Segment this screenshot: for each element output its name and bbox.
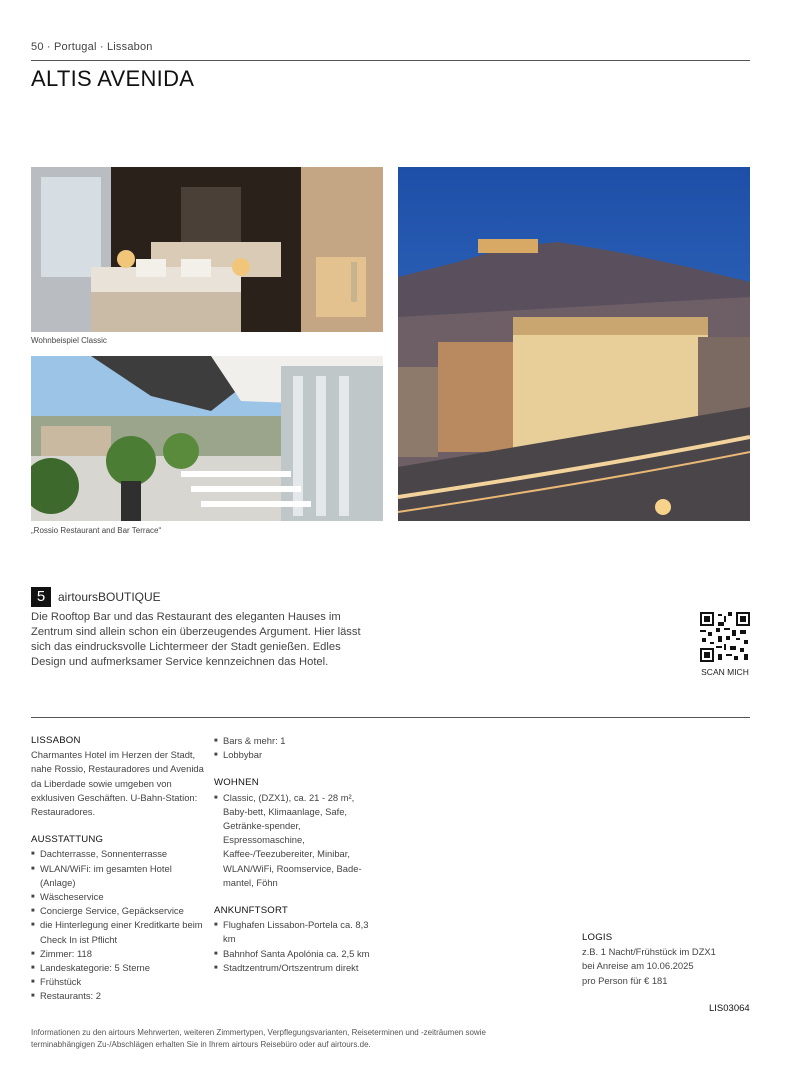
list-item: ■ Bahnhof Santa Apolónia ca. 2,5 km (214, 947, 379, 961)
hotel-room-caption: Wohnbeispiel Classic (31, 336, 107, 345)
logis-price: pro Person für € 181 (582, 974, 668, 986)
header-divider (31, 60, 750, 61)
logis-line: bei Anreise am 10.06.2025 (582, 960, 694, 972)
list-item: ■ Dachterrasse, Sonnenterrasse (31, 847, 206, 861)
wohnen-heading: WOHNEN (214, 777, 259, 789)
list-item: ■ Concierge Service, Gepäckservice (31, 904, 206, 918)
list-item: ■ Bars & mehr: 1 (214, 734, 379, 748)
hotel-room-photo (31, 167, 383, 332)
list-item: ■ Zimmer: 118 (31, 947, 206, 961)
page-title: ALTIS AVENIDA (31, 66, 195, 91)
list-item: ■ Frühstück (31, 975, 206, 989)
rating-badge: 5 (31, 587, 51, 607)
rooftop-terrace-photo (31, 356, 383, 521)
ankunft-list (214, 918, 379, 975)
list-item: ■ die Hinterlegung einer Kreditkarte beim Check In ist Pflicht (31, 918, 206, 946)
lisbon-night-photo (398, 167, 750, 521)
intro-text: Die Rooftop Bar und das Restaurant des eleganten Hauses im Zentrum sind allein schon ein überzeugendes Argument. Hier lässt sich das eindrucksvolle Lichtermeer der Stadt genießen. Edles Design und aufmerksamer Service kennzeichnen das Hotel. (31, 611, 361, 668)
rooftop-terrace-caption: „Rossio Restaurant and Bar Terrace“ (31, 526, 162, 535)
column-middle (214, 734, 379, 975)
section-divider (31, 717, 750, 718)
list-item: ■ WLAN/WiFi: im gesamten Hotel (Anlage) (31, 862, 206, 890)
qr-label: SCAN MICH (701, 667, 749, 677)
list-item: ■ Stadtzentrum/Ortszentrum direkt (214, 961, 379, 975)
list-item: ■ Restaurants: 2 (31, 989, 206, 1003)
breadcrumb: 50 · Portugal · Lissabon (31, 41, 153, 53)
logis-heading: LOGIS (582, 932, 613, 943)
ausstattung-list (31, 847, 206, 1003)
column-left (31, 734, 206, 1004)
list-item: ■ Wäscheservice (31, 890, 206, 904)
list-item: ■ Landeskategorie: 5 Sterne (31, 961, 206, 975)
lissabon-heading: LISSABON (31, 735, 81, 746)
brand-label: airtoursBOUTIQUE (58, 590, 161, 604)
list-item: ■ Lobbybar (214, 748, 379, 762)
qr-code[interactable] (700, 612, 750, 662)
ausstattung-heading: AUSSTATTUNG (31, 834, 104, 846)
ankunft-heading: ANKUNFTSORT (214, 905, 288, 917)
lissabon-text: Charmantes Hotel im Herzen der Stadt, nahe Rossio, Restauradores und Avenida da Liberdade sowie umgeben von exklusiven Geschäften. U-Bahn-Station: Restauradores. (31, 749, 204, 818)
logis-line: z.B. 1 Nacht/Frühstück im DZX1 (582, 946, 716, 958)
logis-block (582, 931, 752, 988)
wohnen-list (214, 791, 379, 890)
list-item: ■ Classic, (DZX1), ca. 21 - 28 m², Baby-bett, Klimaanlage, Safe, Getränke-spender, Espressomaschine, Kaffee-/Teezubereiter, Minibar, WLAN/WiFi, Roomservice, Bade-mantel, Föhn (214, 791, 379, 890)
bars-list (214, 734, 379, 762)
offer-code: LIS03064 (709, 1003, 750, 1014)
footer-note: Informationen zu den airtours Mehrwerten, weiteren Zimmertypen, Verpflegungsvarianten, Reiseterminen und -zeiträumen sowie terminabhängigen Zu-/Abschlägen erhalten Sie in Ihrem airtours Reisebüro oder auf airtours.de. (31, 1028, 486, 1049)
list-item: ■ Flughafen Lissabon-Portela ca. 8,3 km (214, 918, 379, 946)
